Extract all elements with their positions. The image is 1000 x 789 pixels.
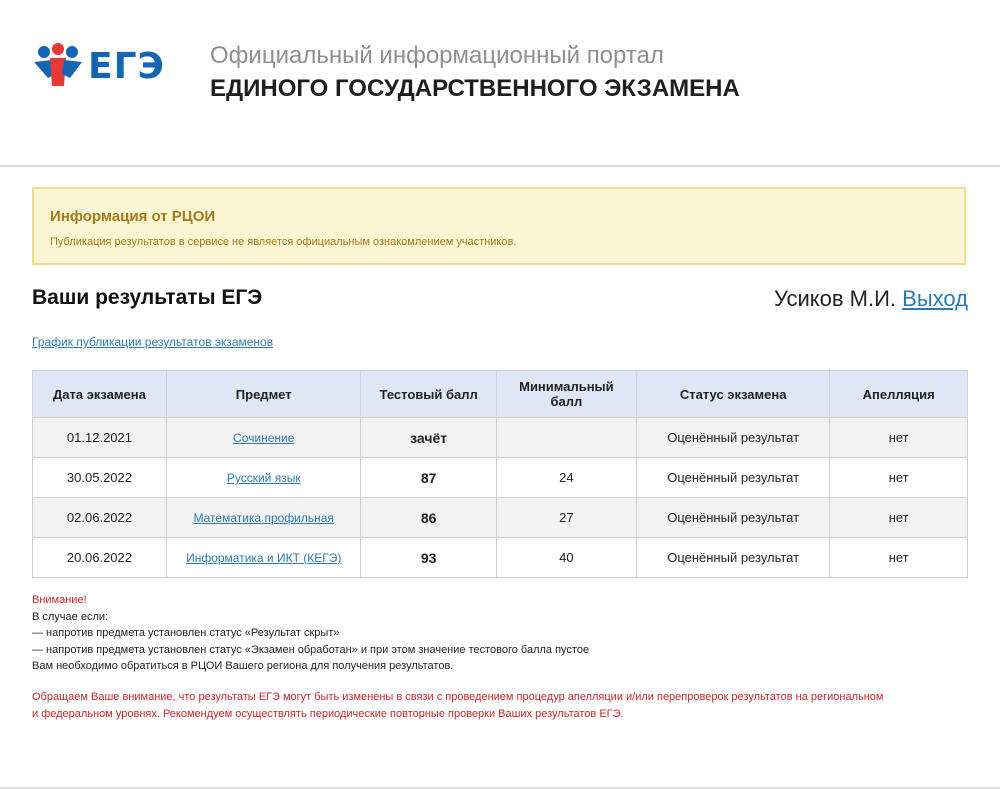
subject-link[interactable]: Сочинение bbox=[233, 431, 295, 445]
cell-subject bbox=[166, 498, 361, 538]
header-status: Статус экзамена bbox=[636, 371, 829, 418]
cell-appeal: нет bbox=[830, 458, 968, 498]
header-min-score: Минимальный балл bbox=[496, 371, 636, 418]
warning-line: — напротив предмета установлен статус «Результат скрыт» bbox=[32, 627, 340, 639]
subject-link[interactable]: Математика профильная bbox=[193, 511, 334, 525]
notice-title: Информация от РЦОИ bbox=[50, 208, 216, 225]
cell-subject bbox=[166, 538, 361, 578]
results-change-note bbox=[32, 689, 932, 722]
portal-subtitle: Официальный информационный портал bbox=[210, 42, 664, 69]
table-header-row bbox=[33, 371, 968, 418]
table-row bbox=[33, 538, 968, 578]
cell-date: 20.06.2022 bbox=[33, 538, 167, 578]
site-header bbox=[0, 0, 1000, 166]
logout-link[interactable]: Выход bbox=[902, 286, 968, 311]
cell-status: Оценённый результат bbox=[636, 458, 829, 498]
rcoi-notice bbox=[32, 187, 966, 265]
ege-logo[interactable] bbox=[30, 40, 180, 100]
warning-title: Внимание! bbox=[32, 594, 87, 606]
header-date: Дата экзамена bbox=[33, 371, 167, 418]
page-title: Ваши результаты ЕГЭ bbox=[32, 286, 263, 309]
notice-text: Публикация результатов в сервисе не является официальным ознакомлением участников. bbox=[50, 236, 517, 248]
user-name: Усиков М.И. bbox=[773, 286, 897, 311]
warning-line: В случае если: bbox=[32, 610, 109, 623]
subject-link[interactable]: Русский язык bbox=[226, 471, 301, 485]
header-score: Тестовый балл bbox=[361, 371, 496, 418]
cell-date: 30.05.2022 bbox=[33, 458, 167, 498]
table-row bbox=[33, 418, 968, 458]
cell-min-score: 27 bbox=[496, 498, 636, 538]
table-row bbox=[33, 458, 968, 498]
cell-status: Оценённый результат bbox=[636, 538, 829, 578]
cell-appeal: нет bbox=[830, 538, 968, 578]
warning-line: Вам необходимо обратиться в РЦОИ Вашего региона для получения результатов. bbox=[32, 660, 454, 672]
cell-min-score: 24 bbox=[496, 458, 636, 498]
warning-line: — напротив предмета установлен статус «Экзамен обработан» и при этом значение тестового балла пустое bbox=[32, 643, 590, 656]
table-row bbox=[33, 498, 968, 538]
subject-link[interactable]: Информатика и ИКТ (КЕГЭ) bbox=[186, 551, 342, 565]
cell-subject bbox=[166, 458, 361, 498]
warning-block bbox=[32, 592, 589, 675]
header-appeal: Апелляция bbox=[830, 371, 968, 418]
results-table bbox=[32, 370, 968, 578]
header-divider bbox=[0, 165, 1000, 167]
note-line: Обращаем Ваше внимание, что результаты ЕГЭ могут быть изменены в связи с проведением процедур апелляции и/или перепроверок результатов на региональном bbox=[32, 691, 884, 703]
schedule-link[interactable]: График публикации результатов экзаменов bbox=[32, 335, 274, 349]
cell-min-score bbox=[496, 418, 636, 458]
cell-appeal: нет bbox=[830, 498, 968, 538]
cell-score: зачёт bbox=[361, 418, 496, 458]
note-line: и федеральном уровнях. Рекомендуем осуществлять периодические повторные проверки Ваших результатов ЕГЭ. bbox=[32, 707, 624, 720]
cell-appeal: нет bbox=[830, 418, 968, 458]
cell-subject bbox=[166, 418, 361, 458]
ege-figures-icon bbox=[30, 40, 90, 100]
cell-status: Оценённый результат bbox=[636, 418, 829, 458]
cell-score: 93 bbox=[361, 538, 496, 578]
user-block bbox=[774, 286, 968, 312]
cell-status: Оценённый результат bbox=[636, 498, 829, 538]
cell-date: 01.12.2021 bbox=[33, 418, 167, 458]
cell-date: 02.06.2022 bbox=[33, 498, 167, 538]
logo-text: ЕГЭ bbox=[88, 46, 165, 87]
header-subject: Предмет bbox=[166, 371, 361, 418]
cell-min-score: 40 bbox=[496, 538, 636, 578]
portal-title: ЕДИНОГО ГОСУДАРСТВЕННОГО ЭКЗАМЕНА bbox=[210, 75, 740, 102]
cell-score: 87 bbox=[361, 458, 496, 498]
cell-score: 86 bbox=[361, 498, 496, 538]
